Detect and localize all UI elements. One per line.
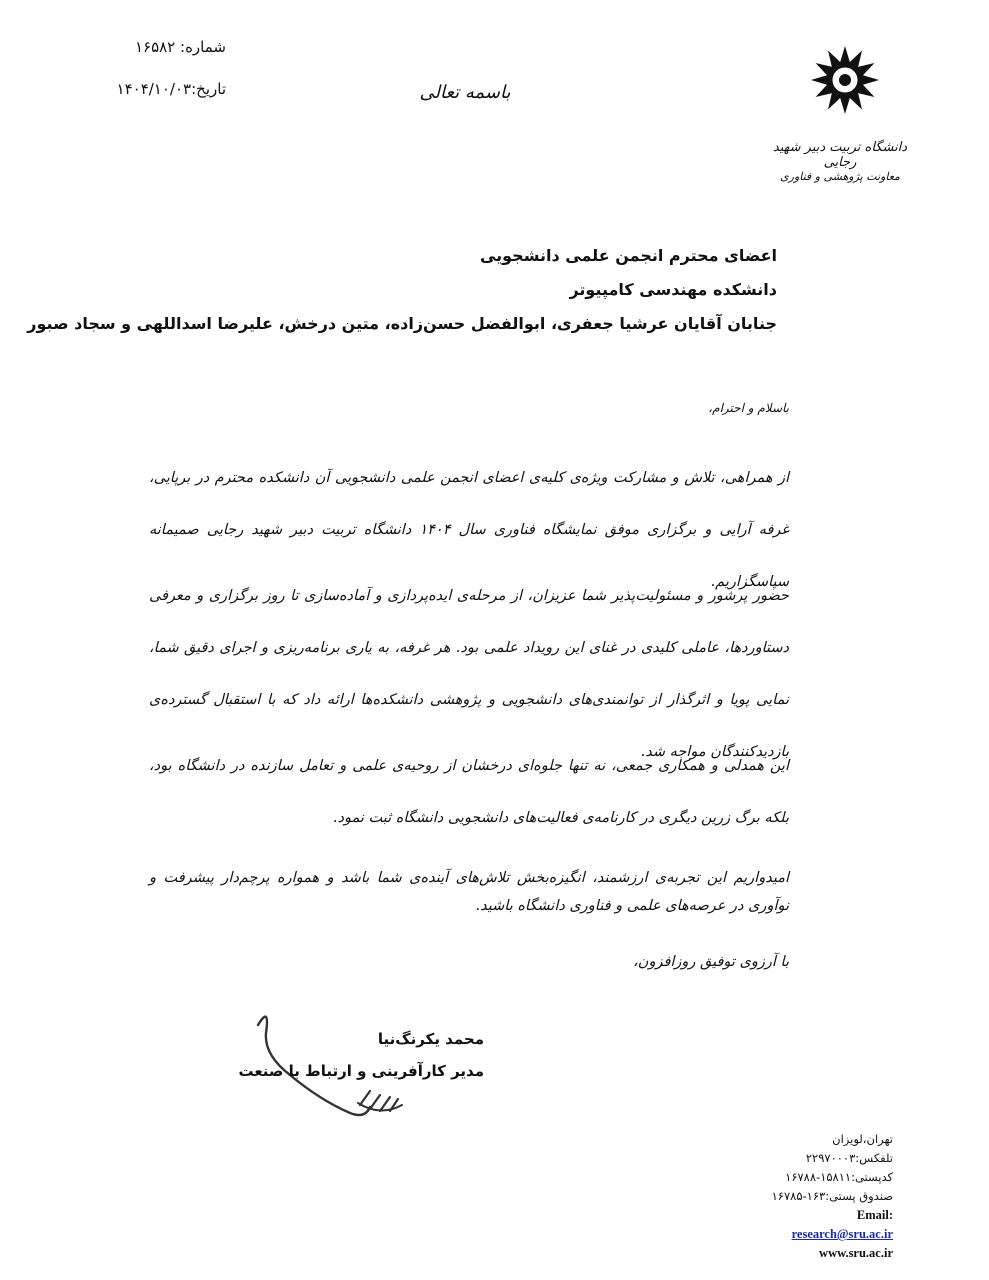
letter-number: شماره: ۱۶۵۸۲ xyxy=(134,38,226,56)
footer-contact xyxy=(673,1130,893,1263)
recipient-line-1: اعضای محترم انجمن علمی دانشجویی xyxy=(479,246,777,265)
university-emblem-icon xyxy=(810,40,880,132)
letter-date: تاریخ:۱۴۰۴/۱۰/۰۳ xyxy=(116,80,226,98)
recipient-line-3: جنابان آقایان عرشیا جعفری، ابوالفضل حسن‌زاده، متین درخش، علیرضا اسداللهی و سجاد صبور xyxy=(27,314,777,333)
department-name: معاونت پژوهشی و فناوری xyxy=(780,170,900,183)
invocation-heading: باسمه تعالی xyxy=(419,82,511,103)
footer-postal-code: کدپستی:۱۵۸۱۱-۱۶۷۸۸ xyxy=(785,1170,893,1184)
body-paragraph: این همدلی و همکاری جمعی، نه تنها جلوه‌ای درخشان از روحیه‌ی علمی و تعامل سازنده در دانشگاه بود، بلکه برگ زرین دیگری در کارنامه‌ی فعالیت‌های دانشجویی دانشگاه ثبت نمود. xyxy=(149,758,789,826)
signer-title: مدیر کارآفرینی و ارتباط با صنعت xyxy=(238,1062,484,1080)
closing-line: با آرزوی توفیق روزافزون، xyxy=(633,954,789,970)
footer-website: www.sru.ac.ir xyxy=(819,1246,893,1260)
recipient-line-2: دانشکده مهندسی کامپیوتر xyxy=(569,280,777,299)
footer-email-link[interactable]: research@sru.ac.ir xyxy=(791,1227,893,1241)
body-paragraph: امیدواریم این تجربه‌ی ارزشمند، انگیزه‌بخش تلاش‌های آینده‌ی شما باشد و همواره پرچم‌دار پیشرفت و نوآوری در عرصه‌های علمی و فناوری دانشگاه باشید. xyxy=(149,870,789,914)
signer-name: محمد یکرنگ‌نیا xyxy=(377,1030,484,1048)
body-paragraph: حضور پرشور و مسئولیت‌پذیر شما عزیزان، از مرحله‌ی ایده‌پردازی و آماده‌سازی تا روز برگزاری و معرفی دستاوردها، عاملی کلیدی در غنای این رویداد علمی بود. هر غرفه، به یاری برنامه‌ریزی و اجرای دقیق شما، نمایی پویا و اثرگذار از توانمندی‌های دانشجویی و پژوهشی دانشکده‌ها ارائه داد که با استقبال گسترده‌ی بازدیدکنندگان مواجه شد. xyxy=(149,588,789,760)
footer-telefax: تلفکس:۲۲۹۷۰۰۰۳ xyxy=(805,1151,893,1165)
university-logo xyxy=(770,40,910,200)
greeting: باسلام و احترام، xyxy=(708,401,789,415)
university-name: دانشگاه تربیت دبیر شهید رجایی xyxy=(772,140,908,170)
footer-po-box: صندوق پستی:۱۶۳-۱۶۷۸۵ xyxy=(771,1189,893,1203)
footer-city: تهران،لویزان xyxy=(832,1132,893,1146)
body-paragraph: از همراهی، تلاش و مشارکت ویژه‌ی کلیه‌ی اعضای انجمن علمی دانشجویی آن دانشکده محترم در برپایی، غرفه آرایی و برگزاری موفق نمایشگاه فناوری سال ۱۴۰۴ دانشگاه تربیت دبیر شهید رجایی صمیمانه سپاسگزاریم. xyxy=(149,470,789,590)
footer-email-label: Email: xyxy=(856,1208,893,1222)
